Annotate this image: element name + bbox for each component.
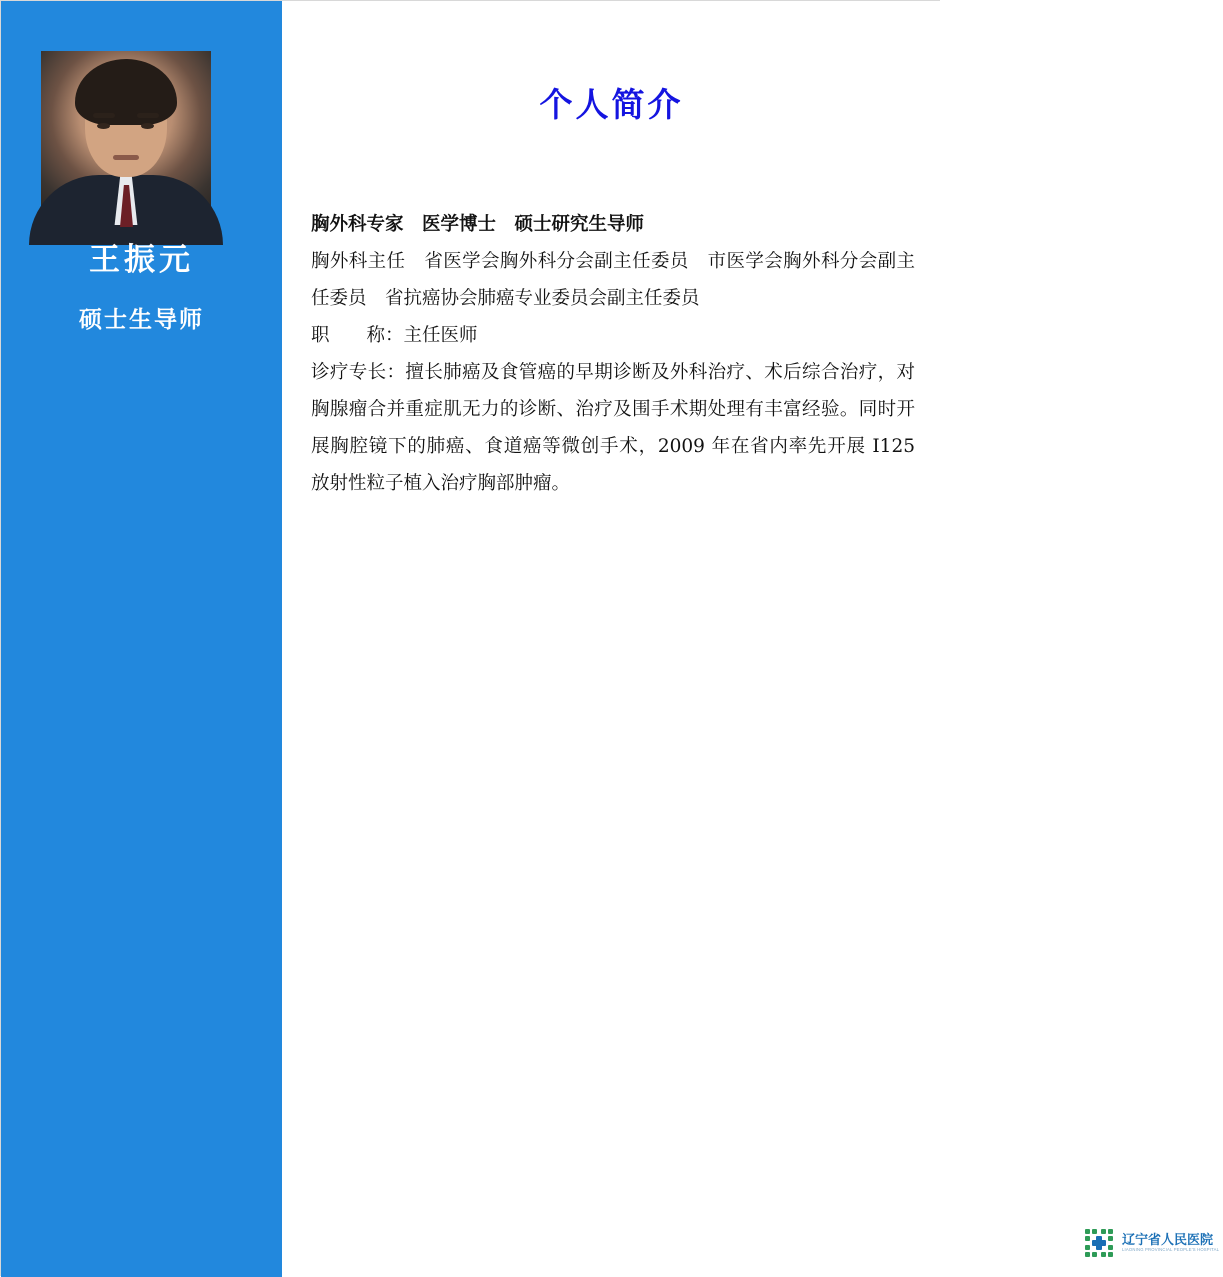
hospital-logo-text	[1122, 1234, 1223, 1252]
biography-paragraph-expertise: 诊疗专长：擅长肺癌及食管癌的早期诊断及外科治疗、术后综合治疗，对胸腺瘤合并重症肌无力的诊断、治疗及围手术期处理有丰富经验。同时开展胸腔镜下的肺癌、食道癌等微创手术，2009 年在省内率先开展 I125 放射性粒子植入治疗胸部肿瘤。	[311, 362, 915, 494]
profile-content	[282, 1, 1220, 1277]
avatar-eyebrow-right	[137, 113, 159, 118]
page-title: 个人简介	[539, 85, 684, 124]
avatar-eye-left	[97, 123, 110, 129]
hospital-logo	[1082, 1223, 1220, 1263]
hospital-name-en: LIAONING PROVINCIAL PEOPLE'S HOSPITAL	[1122, 1246, 1220, 1252]
avatar-mouth	[113, 155, 139, 160]
biography-text	[311, 206, 915, 502]
hospital-cross-icon	[1082, 1226, 1116, 1260]
avatar	[41, 51, 211, 221]
biography-paragraph-title: 职 称：主任医师	[311, 325, 478, 346]
biography-paragraph-specialty: 胸外科专家 医学博士 硕士研究生导师	[311, 214, 645, 235]
avatar-eye-right	[141, 123, 154, 129]
doctor-role: 硕士生导师	[79, 307, 204, 333]
profile-sidebar	[1, 1, 282, 1277]
biography-paragraph-positions: 胸外科主任 省医学会胸外科分会副主任委员 市医学会胸外科分会副主任委员 省抗癌协会肺癌专业委员会副主任委员	[311, 251, 915, 309]
avatar-eyebrow-left	[93, 113, 115, 118]
doctor-name: 王振元	[89, 242, 194, 278]
hospital-name-cn: 辽宁省人民医院	[1122, 1232, 1214, 1248]
